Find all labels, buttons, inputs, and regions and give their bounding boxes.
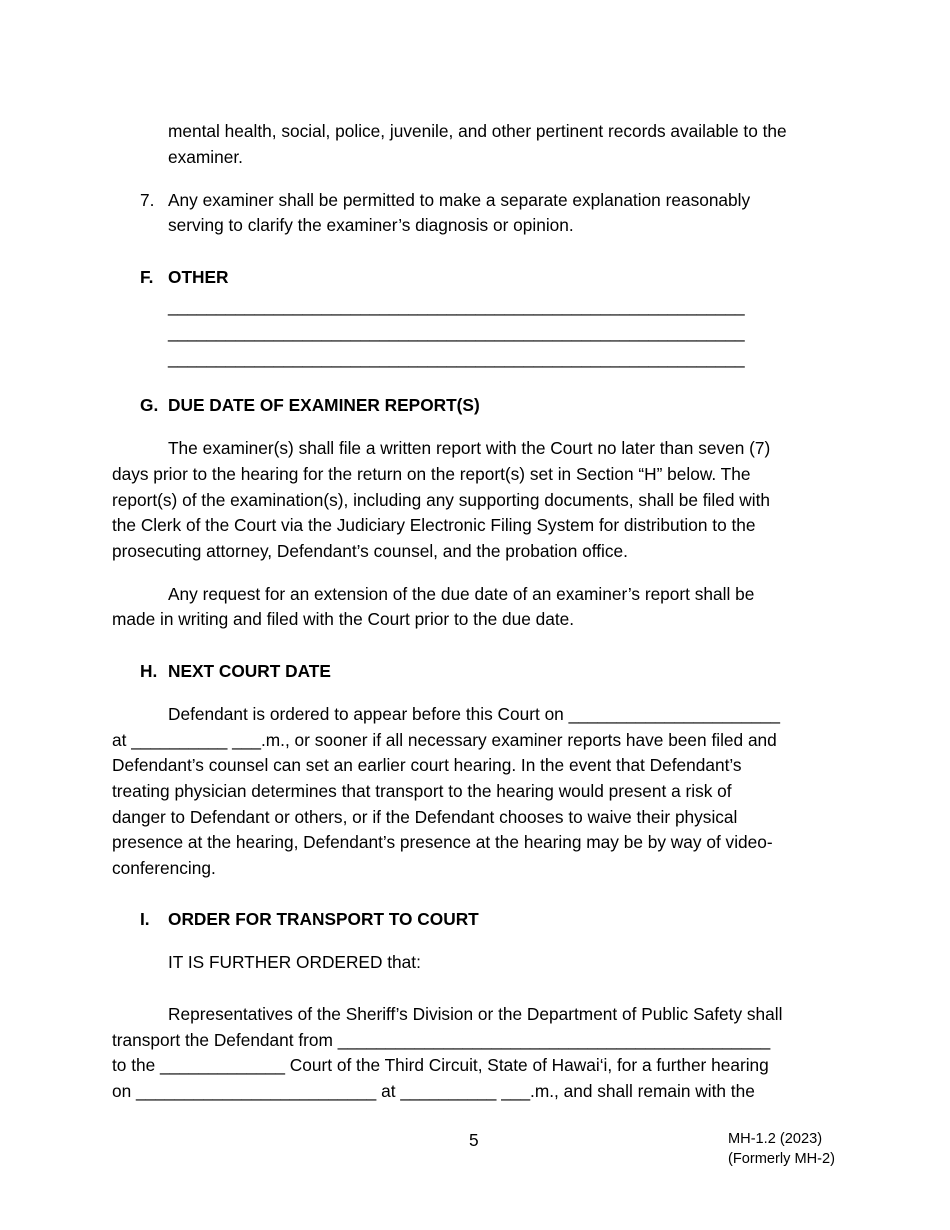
section-g-p2-line-2: made in writing and filed with the Court prior to the due date. [112, 609, 575, 629]
section-h-letter: H. [140, 661, 158, 681]
section-i-line-2: transport the Defendant from _____________________________________________ [112, 1030, 771, 1050]
section-f-blank-line-3: ____________________________________________________________ [168, 348, 745, 368]
section-h-line-7: conferencing. [112, 858, 216, 878]
section-i-heading: ORDER FOR TRANSPORT TO COURT [168, 909, 479, 929]
item6-line-2: examiner. [168, 147, 243, 167]
further-ordered: IT IS FURTHER ORDERED that: [168, 952, 421, 972]
section-g-p1-line-4: the Clerk of the Court via the Judiciary Electronic Filing System for distribution to the [112, 515, 756, 535]
section-g-p1-line-3: report(s) of the examination(s), including any supporting documents, shall be filed with [112, 490, 770, 510]
section-g-p1-line-5: prosecuting attorney, Defendant’s counsel, and the probation office. [112, 541, 628, 561]
section-f-letter: F. [140, 267, 154, 287]
section-i-line-1: Representatives of the Sheriff’s Division or the Department of Public Safety shall [168, 1004, 783, 1024]
section-h-heading: NEXT COURT DATE [168, 661, 331, 681]
section-h-line-5: danger to Defendant or others, or if the Defendant chooses to waive their physical [112, 807, 738, 827]
item7-number: 7. [140, 190, 155, 210]
section-h-line-1: Defendant is ordered to appear before this Court on ______________________ [168, 704, 781, 724]
section-h-line-3: Defendant’s counsel can set an earlier court hearing. In the event that Defendant’s [112, 755, 742, 775]
form-id: MH-1.2 (2023) [728, 1131, 823, 1147]
section-f-heading: OTHER [168, 267, 229, 287]
form-formerly: (Formerly MH-2) [728, 1151, 836, 1167]
section-h-line-4: treating physician determines that transport to the hearing would present a risk of [112, 781, 732, 801]
section-i-line-4: on _________________________ at __________ ___.m., and shall remain with the [112, 1081, 755, 1101]
section-g-p2-line-1: Any request for an extension of the due date of an examiner’s report shall be [168, 584, 755, 604]
section-g-p1-line-1: The examiner(s) shall file a written report with the Court no later than seven (7) [168, 438, 771, 458]
section-f-blank-line-2: ____________________________________________________________ [168, 322, 745, 342]
section-f-blank-line-1: ____________________________________________________________ [168, 296, 745, 316]
section-h-line-6: presence at the hearing, Defendant’s presence at the hearing may be by way of video- [112, 832, 773, 852]
section-g-letter: G. [140, 395, 159, 415]
section-i-line-3: to the _____________ Court of the Third Circuit, State of Hawai‘i, for a further hearing [112, 1055, 769, 1075]
page-number: 5 [469, 1130, 479, 1150]
section-i-letter: I. [140, 909, 150, 929]
section-g-heading: DUE DATE OF EXAMINER REPORT(S) [168, 395, 480, 415]
item6-line-1: mental health, social, police, juvenile, and other pertinent records available to the [168, 121, 787, 141]
section-g-p1-line-2: days prior to the hearing for the return on the report(s) set in Section “H” below. The [112, 464, 751, 484]
section-h-line-2: at __________ ___.m., or sooner if all necessary examiner reports have been filed and [112, 730, 777, 750]
item7-line-1: Any examiner shall be permitted to make a separate explanation reasonably [168, 190, 751, 210]
item7-line-2: serving to clarify the examiner’s diagnosis or opinion. [168, 215, 574, 235]
